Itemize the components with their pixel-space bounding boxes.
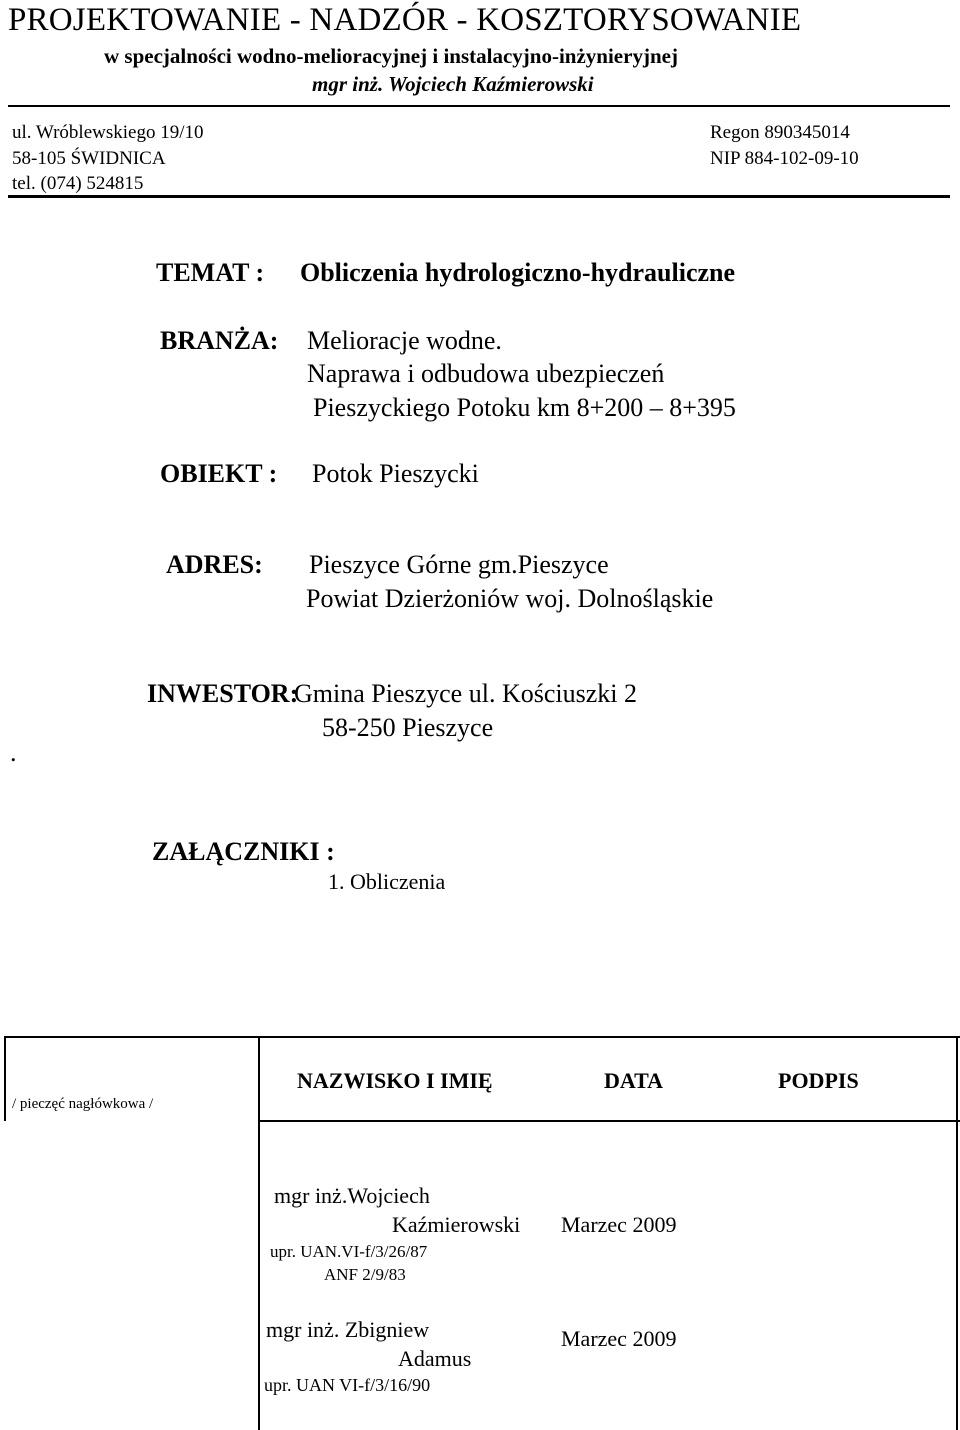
branza-label: BRANŻA: <box>160 326 279 355</box>
stray-dot: . <box>10 738 17 767</box>
header-signature: PODPIS <box>778 1068 859 1093</box>
header-rule-top <box>8 105 950 107</box>
contact-regon: Regon 890345014 <box>710 122 850 143</box>
table-header-divider <box>260 1120 960 1122</box>
zalaczniki-label: ZAŁĄCZNIKI : <box>152 837 335 866</box>
row1-date: Marzec 2009 <box>561 1212 677 1237</box>
inwestor-label: INWESTOR: <box>147 679 299 708</box>
row2-date: Marzec 2009 <box>561 1326 677 1351</box>
row2-license-line-1: upr. UAN VI-f/3/16/90 <box>264 1375 431 1395</box>
branza-line-3: Pieszyckiego Potoku km 8+200 – 8+395 <box>313 393 736 422</box>
branza-line-2: Naprawa i odbudowa ubezpieczeń <box>307 359 665 388</box>
row1-name-line-2: Kaźmierowski <box>392 1212 521 1237</box>
row1-license-line-2: ANF 2/9/83 <box>324 1265 406 1284</box>
letterhead-specialty: w specjalności wodno-melioracyjnej i instalacyjno-inżynieryjnej <box>104 44 678 68</box>
adres-line-2: Powiat Dzierżoniów woj. Dolnośląskie <box>306 584 714 613</box>
adres-line-1: Pieszyce Górne gm.Pieszyce <box>309 550 609 579</box>
header-name: NAZWISKO I IMIĘ <box>297 1068 493 1093</box>
contact-nip: NIP 884-102-09-10 <box>710 148 859 169</box>
row2-name-line-2: Adamus <box>398 1346 472 1371</box>
contact-street: ul. Wróblewskiego 19/10 <box>12 122 204 143</box>
obiekt-value: Potok Pieszycki <box>312 459 479 488</box>
obiekt-label: OBIEKT : <box>160 459 278 488</box>
table-border-left <box>4 1036 6 1121</box>
header-date: DATA <box>604 1068 664 1093</box>
adres-label: ADRES: <box>166 550 263 579</box>
table-border-top <box>4 1036 960 1038</box>
contact-phone: tel. (074) 524815 <box>12 173 144 194</box>
row1-name-line-1: mgr inż.Wojciech <box>274 1183 430 1208</box>
branza-line-1: Melioracje wodne. <box>307 326 502 355</box>
temat-label: TEMAT : <box>156 258 265 287</box>
contact-city: 58-105 ŚWIDNICA <box>12 148 166 169</box>
zalaczniki-item-1: 1. Obliczenia <box>328 869 446 894</box>
temat-value: Obliczenia hydrologiczno-hydrauliczne <box>300 258 736 287</box>
inwestor-line-2: 58-250 Pieszyce <box>322 713 494 742</box>
letterhead-title: PROJEKTOWANIE - NADZÓR - KOSZTORYSOWANIE <box>8 2 802 38</box>
table-border-right <box>956 1036 958 1430</box>
stamp-label: / pieczęć nagłówkowa / <box>12 1096 154 1112</box>
inwestor-line-1: Gmina Pieszyce ul. Kościuszki 2 <box>294 679 637 708</box>
row2-name-line-1: mgr inż. Zbigniew <box>266 1317 430 1342</box>
row1-license-line-1: upr. UAN.VI-f/3/26/87 <box>270 1242 428 1261</box>
header-rule-bottom <box>8 195 950 198</box>
table-column-divider <box>258 1036 260 1430</box>
letterhead-owner: mgr inż. Wojciech Kaźmierowski <box>312 72 594 96</box>
